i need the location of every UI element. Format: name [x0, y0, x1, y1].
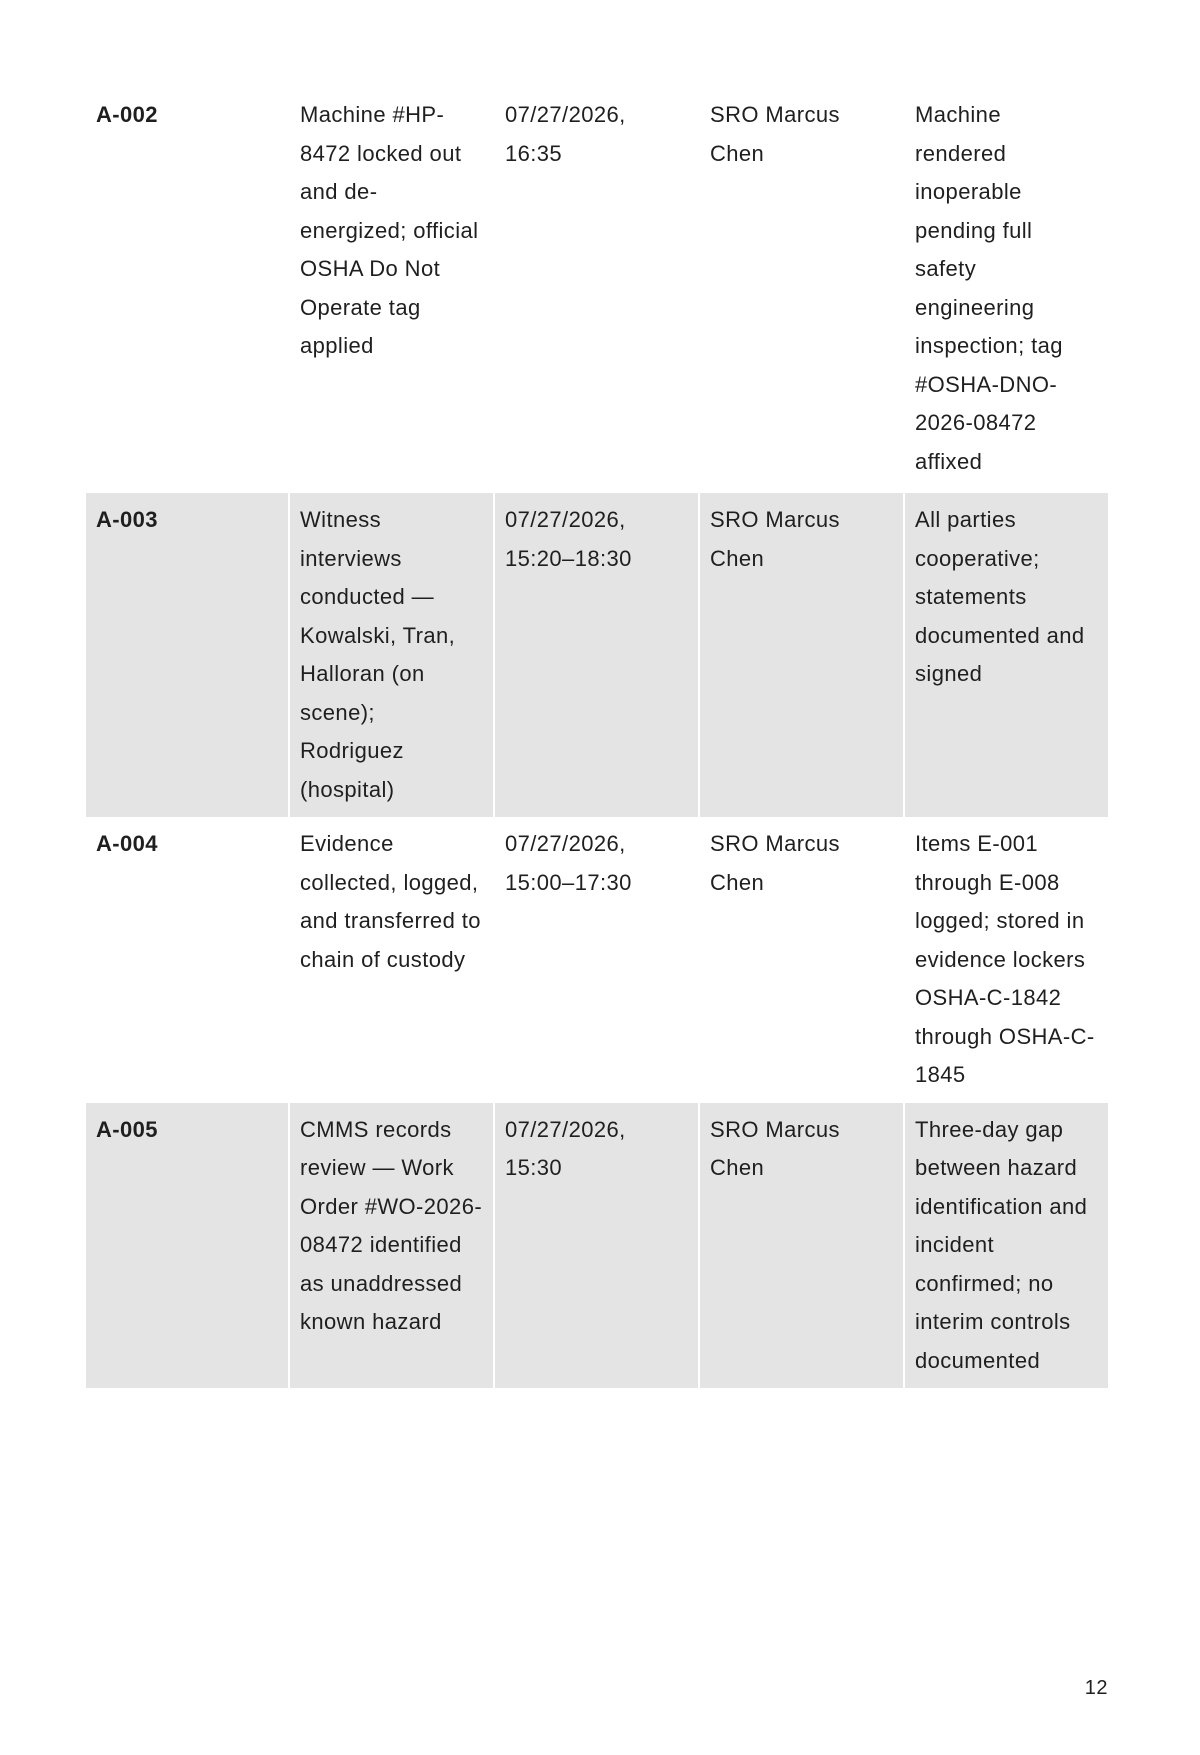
action-description-cell: Evidence collected, logged, and transferred to chain of custody	[300, 831, 481, 972]
action-officer-cell: SRO Marcus Chen	[710, 831, 840, 895]
table-row	[86, 817, 1108, 1103]
action-description-cell: Witness interviews conducted — Kowalski, Tran, Halloran (on scene); Rodriguez (hospital)	[290, 493, 493, 817]
action-id-cell: A-003	[86, 493, 288, 817]
actions-table	[84, 88, 1110, 1388]
table-row	[86, 493, 1108, 817]
action-id-cell: A-002	[96, 102, 158, 127]
action-officer-cell: SRO Marcus Chen	[700, 493, 903, 817]
action-officer-cell: SRO Marcus Chen	[710, 102, 840, 166]
action-result-cell: Machine rendered inoperable pending full safety engineering inspection; tag #OSHA-DNO-2026-08472 affixed	[915, 102, 1063, 474]
action-datetime-cell: 07/27/2026, 15:30	[495, 1103, 698, 1389]
table-row	[86, 88, 1108, 493]
page-number: 12	[1084, 1677, 1108, 1699]
action-datetime-cell: 07/27/2026, 16:35	[505, 102, 626, 166]
action-result-cell: All parties cooperative; statements documented and signed	[905, 493, 1108, 817]
action-datetime-cell: 07/27/2026, 15:00–17:30	[505, 831, 632, 895]
action-id-cell: A-004	[96, 831, 158, 856]
action-result-cell: Items E-001 through E-008 logged; stored in evidence lockers OSHA-C-1842 through OSHA-C-1845	[915, 831, 1095, 1087]
action-description-cell: Machine #HP-8472 locked out and de-energized; official OSHA Do Not Operate tag applied	[300, 102, 479, 358]
action-datetime-cell: 07/27/2026, 15:20–18:30	[495, 493, 698, 817]
action-result-cell: Three-day gap between hazard identification and incident confirmed; no interim controls documented	[905, 1103, 1108, 1389]
action-id-cell: A-005	[86, 1103, 288, 1389]
table-row	[86, 1103, 1108, 1389]
action-officer-cell: SRO Marcus Chen	[700, 1103, 903, 1389]
action-description-cell: CMMS records review — Work Order #WO-2026-08472 identified as unaddressed known hazard	[290, 1103, 493, 1389]
